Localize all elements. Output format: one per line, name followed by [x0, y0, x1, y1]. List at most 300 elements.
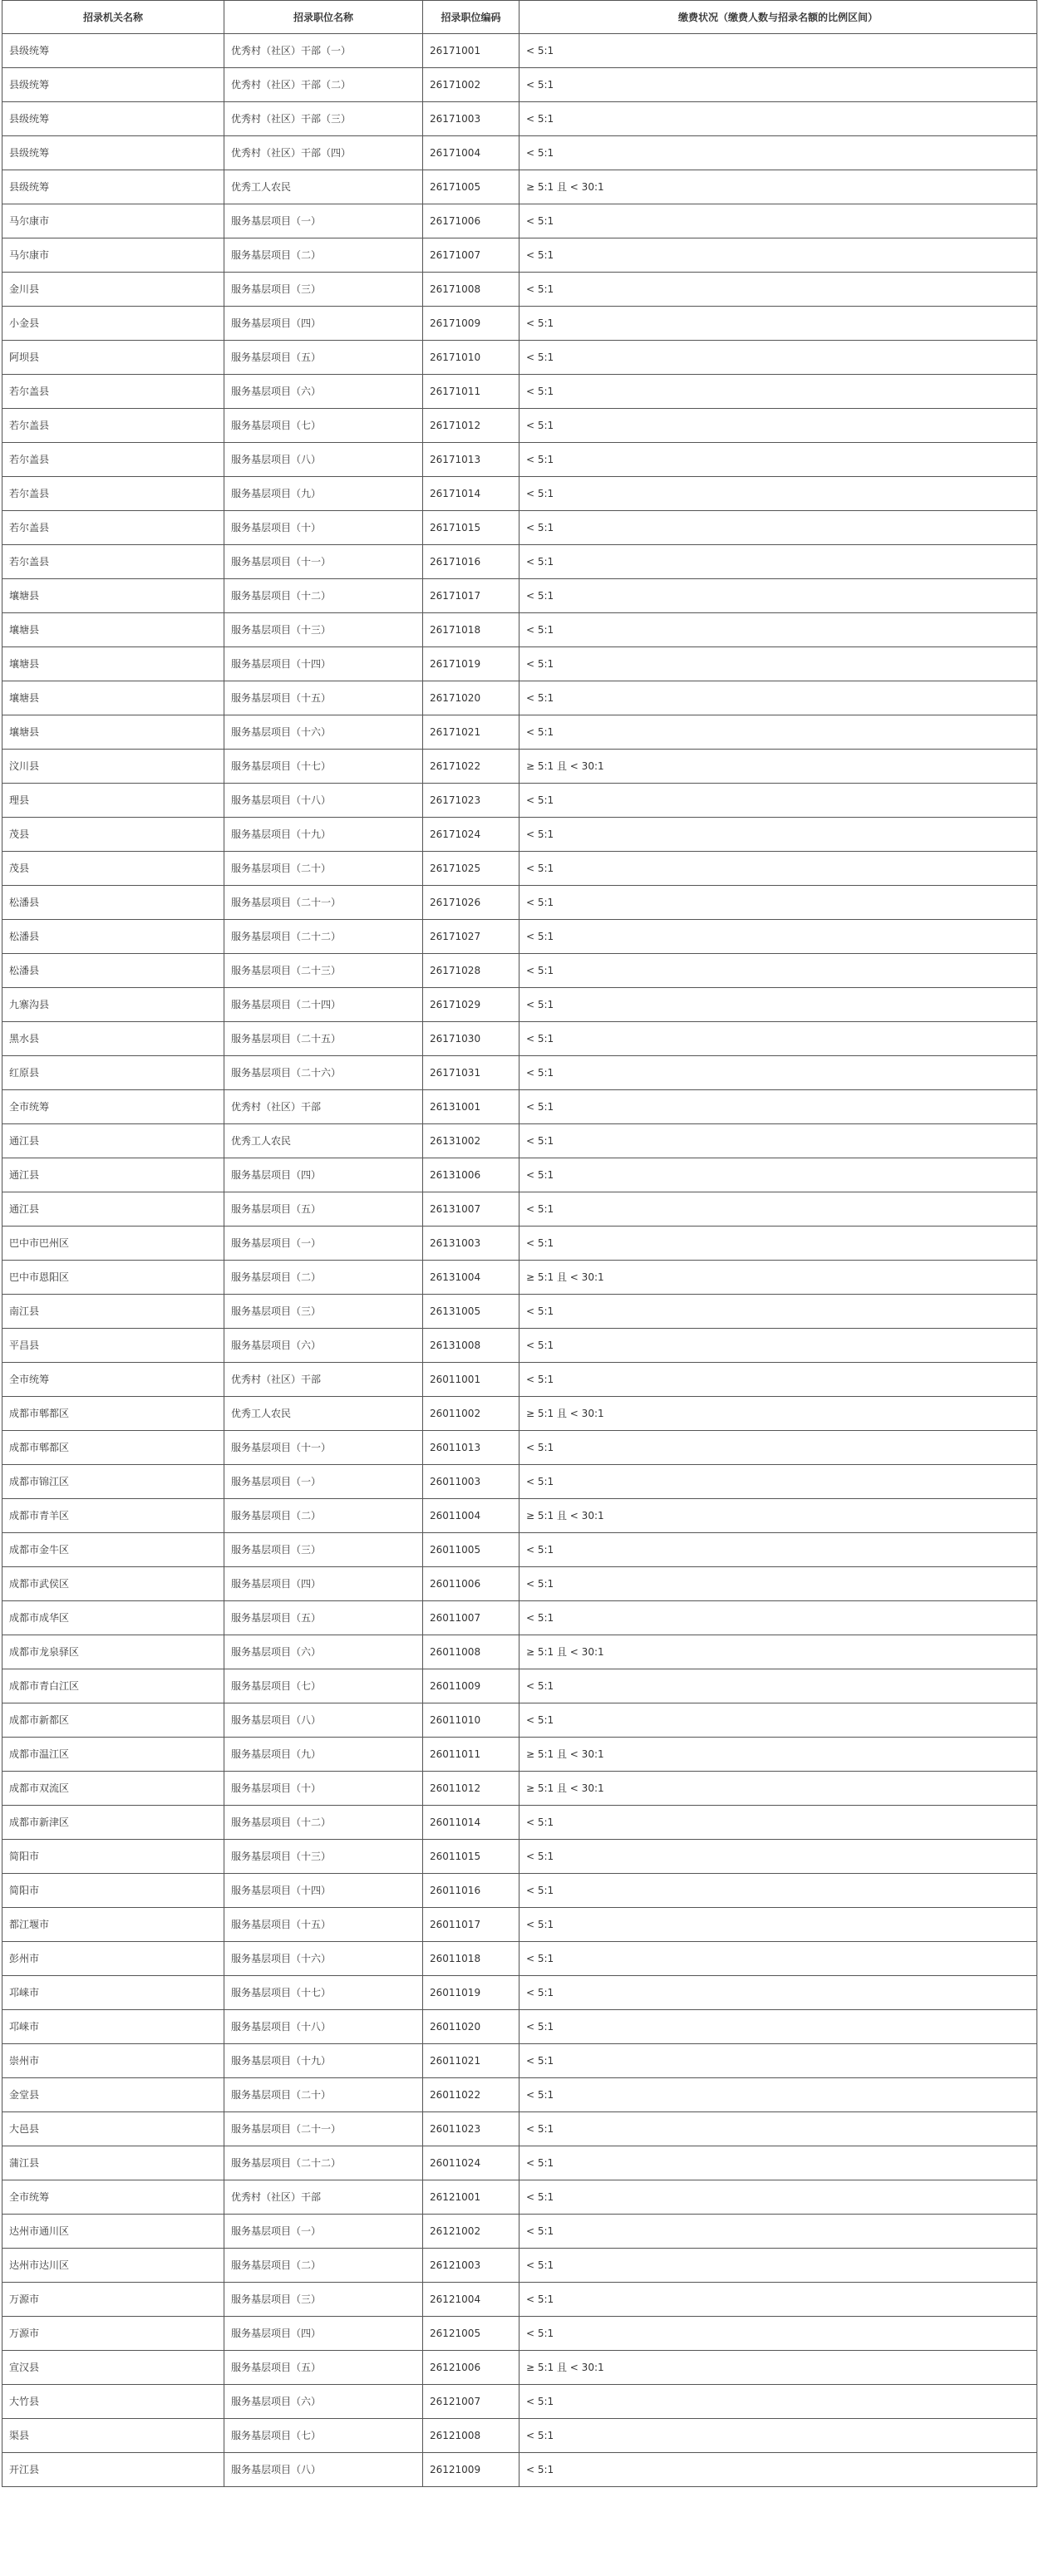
- position-code-cell: 26121002: [423, 2215, 520, 2249]
- position-code-cell: 26171006: [423, 204, 520, 238]
- table-row: [2, 341, 1037, 375]
- table-row: [2, 2419, 1037, 2453]
- fee-status-cell: < 5:1: [520, 988, 1037, 1022]
- table-row: [2, 852, 1037, 886]
- table-row: [2, 1806, 1037, 1840]
- agency-cell: 黑水县: [2, 1022, 224, 1056]
- agency-cell: 理县: [2, 784, 224, 818]
- position-name-cell: 优秀村（社区）干部（二）: [224, 68, 423, 102]
- fee-status-cell: < 5:1: [520, 341, 1037, 375]
- table-row: [2, 647, 1037, 681]
- fee-status-cell: ≥ 5:1 且 < 30:1: [520, 170, 1037, 204]
- position-code-cell: 26171026: [423, 886, 520, 920]
- position-code-cell: 26011004: [423, 1499, 520, 1533]
- table-row: [2, 1738, 1037, 1772]
- table-row: [2, 1227, 1037, 1261]
- position-name-cell: 服务基层项目（六）: [224, 375, 423, 409]
- table-row: [2, 1295, 1037, 1329]
- fee-status-cell: < 5:1: [520, 784, 1037, 818]
- fee-status-cell: < 5:1: [520, 1227, 1037, 1261]
- position-code-cell: 26171002: [423, 68, 520, 102]
- fee-status-cell: < 5:1: [520, 1601, 1037, 1635]
- agency-cell: 松潘县: [2, 954, 224, 988]
- position-name-cell: 服务基层项目（二十三）: [224, 954, 423, 988]
- fee-status-cell: < 5:1: [520, 1806, 1037, 1840]
- table-row: [2, 579, 1037, 613]
- fee-status-cell: < 5:1: [520, 102, 1037, 136]
- agency-cell: 金川县: [2, 273, 224, 307]
- table-row: [2, 102, 1037, 136]
- position-code-cell: 26011022: [423, 2078, 520, 2112]
- position-name-cell: 服务基层项目（十六）: [224, 715, 423, 750]
- position-name-cell: 服务基层项目（八）: [224, 2453, 423, 2487]
- table-row: [2, 409, 1037, 443]
- position-name-cell: 服务基层项目（四）: [224, 1567, 423, 1601]
- agency-cell: 壤塘县: [2, 613, 224, 647]
- position-name-cell: 服务基层项目（三）: [224, 2283, 423, 2317]
- position-name-cell: 服务基层项目（二十）: [224, 852, 423, 886]
- table-row: [2, 2180, 1037, 2215]
- position-code-cell: 26011016: [423, 1874, 520, 1908]
- table-row: [2, 886, 1037, 920]
- position-code-cell: 26011018: [423, 1942, 520, 1976]
- position-name-cell: 服务基层项目（二十二）: [224, 920, 423, 954]
- agency-cell: 简阳市: [2, 1840, 224, 1874]
- header-agency: 招录机关名称: [2, 1, 224, 34]
- position-code-cell: 26121008: [423, 2419, 520, 2453]
- fee-status-cell: < 5:1: [520, 511, 1037, 545]
- fee-status-cell: < 5:1: [520, 1533, 1037, 1567]
- fee-status-cell: < 5:1: [520, 1567, 1037, 1601]
- fee-status-cell: < 5:1: [520, 2249, 1037, 2283]
- fee-status-cell: < 5:1: [520, 2146, 1037, 2180]
- fee-status-cell: < 5:1: [520, 2078, 1037, 2112]
- position-code-cell: 26131003: [423, 1227, 520, 1261]
- table-row: [2, 1533, 1037, 1567]
- agency-cell: 成都市成华区: [2, 1601, 224, 1635]
- agency-cell: 马尔康市: [2, 238, 224, 273]
- position-name-cell: 服务基层项目（二十二）: [224, 2146, 423, 2180]
- position-name-cell: 服务基层项目（九）: [224, 1738, 423, 1772]
- position-name-cell: 优秀村（社区）干部（一）: [224, 34, 423, 68]
- table-row: [2, 545, 1037, 579]
- agency-cell: 成都市温江区: [2, 1738, 224, 1772]
- agency-cell: 成都市武侯区: [2, 1567, 224, 1601]
- agency-cell: 通江县: [2, 1192, 224, 1227]
- table-row: [2, 2112, 1037, 2146]
- fee-status-cell: < 5:1: [520, 1840, 1037, 1874]
- position-name-cell: 服务基层项目（二十一）: [224, 2112, 423, 2146]
- agency-cell: 成都市新津区: [2, 1806, 224, 1840]
- position-name-cell: 服务基层项目（十六）: [224, 1942, 423, 1976]
- position-code-cell: 26171023: [423, 784, 520, 818]
- agency-cell: 平昌县: [2, 1329, 224, 1363]
- agency-cell: 巴中市巴州区: [2, 1227, 224, 1261]
- position-code-cell: 26011011: [423, 1738, 520, 1772]
- table-row: [2, 238, 1037, 273]
- agency-cell: 蒲江县: [2, 2146, 224, 2180]
- agency-cell: 县级统筹: [2, 102, 224, 136]
- position-name-cell: 服务基层项目（七）: [224, 2419, 423, 2453]
- position-code-cell: 26171008: [423, 273, 520, 307]
- agency-cell: 大竹县: [2, 2385, 224, 2419]
- position-name-cell: 服务基层项目（二十五）: [224, 1022, 423, 1056]
- position-name-cell: 服务基层项目（七）: [224, 409, 423, 443]
- position-code-cell: 26011023: [423, 2112, 520, 2146]
- agency-cell: 茂县: [2, 852, 224, 886]
- agency-cell: 九寨沟县: [2, 988, 224, 1022]
- position-name-cell: 服务基层项目（一）: [224, 1465, 423, 1499]
- table-row: [2, 681, 1037, 715]
- fee-status-cell: < 5:1: [520, 1329, 1037, 1363]
- table-row: [2, 375, 1037, 409]
- fee-status-cell: ≥ 5:1 且 < 30:1: [520, 1261, 1037, 1295]
- table-header-row: [2, 1, 1037, 34]
- position-code-cell: 26171021: [423, 715, 520, 750]
- fee-status-cell: < 5:1: [520, 715, 1037, 750]
- agency-cell: 阿坝县: [2, 341, 224, 375]
- table-row: [2, 1499, 1037, 1533]
- position-code-cell: 26011001: [423, 1363, 520, 1397]
- position-code-cell: 26171022: [423, 750, 520, 784]
- position-code-cell: 26171018: [423, 613, 520, 647]
- agency-cell: 茂县: [2, 818, 224, 852]
- fee-status-cell: < 5:1: [520, 681, 1037, 715]
- position-code-cell: 26171003: [423, 102, 520, 136]
- table-row: [2, 1022, 1037, 1056]
- table-row: [2, 1976, 1037, 2010]
- position-name-cell: 服务基层项目（十七）: [224, 1976, 423, 2010]
- position-code-cell: 26011010: [423, 1703, 520, 1738]
- fee-status-cell: < 5:1: [520, 818, 1037, 852]
- position-name-cell: 优秀工人农民: [224, 1124, 423, 1158]
- fee-status-cell: < 5:1: [520, 1056, 1037, 1090]
- table-row: [2, 920, 1037, 954]
- fee-status-cell: < 5:1: [520, 954, 1037, 988]
- table-row: [2, 307, 1037, 341]
- position-name-cell: 优秀工人农民: [224, 1397, 423, 1431]
- position-code-cell: 26121001: [423, 2180, 520, 2215]
- fee-status-cell: < 5:1: [520, 920, 1037, 954]
- position-name-cell: 服务基层项目（六）: [224, 2385, 423, 2419]
- position-code-cell: 26131001: [423, 1090, 520, 1124]
- position-name-cell: 服务基层项目（五）: [224, 1192, 423, 1227]
- position-name-cell: 服务基层项目（十一）: [224, 545, 423, 579]
- position-code-cell: 26011020: [423, 2010, 520, 2044]
- fee-status-cell: < 5:1: [520, 1158, 1037, 1192]
- table-row: [2, 273, 1037, 307]
- position-code-cell: 26171027: [423, 920, 520, 954]
- table-row: [2, 988, 1037, 1022]
- fee-status-cell: < 5:1: [520, 613, 1037, 647]
- agency-cell: 彭州市: [2, 1942, 224, 1976]
- position-code-cell: 26011007: [423, 1601, 520, 1635]
- position-name-cell: 服务基层项目（二十六）: [224, 1056, 423, 1090]
- table-row: [2, 511, 1037, 545]
- position-code-cell: 26171010: [423, 341, 520, 375]
- fee-status-cell: < 5:1: [520, 2112, 1037, 2146]
- position-name-cell: 服务基层项目（十九）: [224, 818, 423, 852]
- table-row: [2, 715, 1037, 750]
- position-code-cell: 26011017: [423, 1908, 520, 1942]
- table-row: [2, 1874, 1037, 1908]
- position-code-cell: 26131007: [423, 1192, 520, 1227]
- position-code-cell: 26171031: [423, 1056, 520, 1090]
- fee-status-cell: < 5:1: [520, 409, 1037, 443]
- position-code-cell: 26171011: [423, 375, 520, 409]
- position-name-cell: 服务基层项目（三）: [224, 273, 423, 307]
- table-row: [2, 1363, 1037, 1397]
- position-name-cell: 优秀村（社区）干部（四）: [224, 136, 423, 170]
- fee-status-cell: < 5:1: [520, 579, 1037, 613]
- table-row: [2, 954, 1037, 988]
- agency-cell: 邛崃市: [2, 2010, 224, 2044]
- agency-cell: 汶川县: [2, 750, 224, 784]
- agency-cell: 崇州市: [2, 2044, 224, 2078]
- table-body: [2, 34, 1037, 2487]
- position-name-cell: 服务基层项目（十八）: [224, 784, 423, 818]
- position-name-cell: 服务基层项目（二）: [224, 1261, 423, 1295]
- fee-status-cell: ≥ 5:1 且 < 30:1: [520, 1499, 1037, 1533]
- agency-cell: 成都市郫都区: [2, 1397, 224, 1431]
- position-code-cell: 26171001: [423, 34, 520, 68]
- position-code-cell: 26171009: [423, 307, 520, 341]
- table-row: [2, 2317, 1037, 2351]
- fee-status-cell: < 5:1: [520, 886, 1037, 920]
- position-name-cell: 服务基层项目（十五）: [224, 681, 423, 715]
- agency-cell: 成都市青羊区: [2, 1499, 224, 1533]
- agency-cell: 邛崃市: [2, 1976, 224, 2010]
- table-row: [2, 1158, 1037, 1192]
- agency-cell: 松潘县: [2, 886, 224, 920]
- agency-cell: 壤塘县: [2, 715, 224, 750]
- position-name-cell: 优秀村（社区）干部: [224, 2180, 423, 2215]
- position-code-cell: 26171024: [423, 818, 520, 852]
- agency-cell: 成都市郫都区: [2, 1431, 224, 1465]
- agency-cell: 渠县: [2, 2419, 224, 2453]
- position-code-cell: 26121007: [423, 2385, 520, 2419]
- position-code-cell: 26011005: [423, 1533, 520, 1567]
- position-code-cell: 26171025: [423, 852, 520, 886]
- agency-cell: 通江县: [2, 1158, 224, 1192]
- fee-status-cell: < 5:1: [520, 204, 1037, 238]
- position-code-cell: 26121006: [423, 2351, 520, 2385]
- agency-cell: 达州市通川区: [2, 2215, 224, 2249]
- agency-cell: 松潘县: [2, 920, 224, 954]
- table-row: [2, 204, 1037, 238]
- agency-cell: 成都市青白江区: [2, 1669, 224, 1703]
- fee-status-cell: < 5:1: [520, 2453, 1037, 2487]
- table-row: [2, 2283, 1037, 2317]
- position-code-cell: 26011012: [423, 1772, 520, 1806]
- position-code-cell: 26171005: [423, 170, 520, 204]
- fee-status-cell: < 5:1: [520, 1192, 1037, 1227]
- fee-status-cell: < 5:1: [520, 1942, 1037, 1976]
- position-name-cell: 服务基层项目（十九）: [224, 2044, 423, 2078]
- position-code-cell: 26171004: [423, 136, 520, 170]
- table-row: [2, 1635, 1037, 1669]
- position-code-cell: 26171019: [423, 647, 520, 681]
- fee-status-cell: < 5:1: [520, 136, 1037, 170]
- position-name-cell: 服务基层项目（十八）: [224, 2010, 423, 2044]
- fee-status-cell: < 5:1: [520, 273, 1037, 307]
- agency-cell: 县级统筹: [2, 136, 224, 170]
- table-row: [2, 2010, 1037, 2044]
- position-name-cell: 服务基层项目（三）: [224, 1533, 423, 1567]
- fee-status-cell: < 5:1: [520, 545, 1037, 579]
- position-name-cell: 服务基层项目（九）: [224, 477, 423, 511]
- header-position-name: 招录职位名称: [224, 1, 423, 34]
- position-name-cell: 服务基层项目（八）: [224, 1703, 423, 1738]
- table-row: [2, 1601, 1037, 1635]
- position-name-cell: 优秀村（社区）干部: [224, 1090, 423, 1124]
- position-code-cell: 26121004: [423, 2283, 520, 2317]
- table-row: [2, 613, 1037, 647]
- position-name-cell: 服务基层项目（五）: [224, 1601, 423, 1635]
- position-name-cell: 服务基层项目（二）: [224, 238, 423, 273]
- table-row: [2, 750, 1037, 784]
- fee-status-cell: < 5:1: [520, 2044, 1037, 2078]
- position-code-cell: 26011014: [423, 1806, 520, 1840]
- agency-cell: 金堂县: [2, 2078, 224, 2112]
- fee-status-cell: < 5:1: [520, 1669, 1037, 1703]
- fee-status-table: [2, 0, 1037, 2487]
- table-row: [2, 784, 1037, 818]
- agency-cell: 宣汉县: [2, 2351, 224, 2385]
- position-code-cell: 26131005: [423, 1295, 520, 1329]
- table-row: [2, 1397, 1037, 1431]
- fee-status-cell: < 5:1: [520, 2283, 1037, 2317]
- table-row: [2, 1192, 1037, 1227]
- table-row: [2, 1056, 1037, 1090]
- position-name-cell: 服务基层项目（五）: [224, 2351, 423, 2385]
- position-code-cell: 26171030: [423, 1022, 520, 1056]
- position-code-cell: 26171015: [423, 511, 520, 545]
- table-row: [2, 170, 1037, 204]
- position-name-cell: 服务基层项目（十二）: [224, 1806, 423, 1840]
- position-code-cell: 26171016: [423, 545, 520, 579]
- agency-cell: 壤塘县: [2, 647, 224, 681]
- fee-status-cell: < 5:1: [520, 2010, 1037, 2044]
- fee-status-cell: < 5:1: [520, 2215, 1037, 2249]
- fee-status-cell: < 5:1: [520, 1703, 1037, 1738]
- position-name-cell: 服务基层项目（十七）: [224, 750, 423, 784]
- fee-status-cell: < 5:1: [520, 477, 1037, 511]
- position-code-cell: 26011021: [423, 2044, 520, 2078]
- agency-cell: 达州市达川区: [2, 2249, 224, 2283]
- position-name-cell: 服务基层项目（十四）: [224, 1874, 423, 1908]
- position-name-cell: 服务基层项目（六）: [224, 1635, 423, 1669]
- position-name-cell: 服务基层项目（二）: [224, 2249, 423, 2283]
- table-row: [2, 136, 1037, 170]
- table-row: [2, 1465, 1037, 1499]
- position-name-cell: 服务基层项目（八）: [224, 443, 423, 477]
- position-code-cell: 26171007: [423, 238, 520, 273]
- agency-cell: 县级统筹: [2, 34, 224, 68]
- agency-cell: 全市统筹: [2, 1363, 224, 1397]
- position-code-cell: 26011006: [423, 1567, 520, 1601]
- position-code-cell: 26011013: [423, 1431, 520, 1465]
- table-row: [2, 1669, 1037, 1703]
- table-row: [2, 2215, 1037, 2249]
- position-name-cell: 服务基层项目（五）: [224, 341, 423, 375]
- table-row: [2, 2453, 1037, 2487]
- agency-cell: 红原县: [2, 1056, 224, 1090]
- position-code-cell: 26011002: [423, 1397, 520, 1431]
- position-name-cell: 服务基层项目（十三）: [224, 1840, 423, 1874]
- fee-status-cell: < 5:1: [520, 852, 1037, 886]
- position-code-cell: 26011024: [423, 2146, 520, 2180]
- table-row: [2, 1567, 1037, 1601]
- position-code-cell: 26171012: [423, 409, 520, 443]
- agency-cell: 巴中市恩阳区: [2, 1261, 224, 1295]
- position-name-cell: 服务基层项目（六）: [224, 1329, 423, 1363]
- position-code-cell: 26131006: [423, 1158, 520, 1192]
- agency-cell: 开江县: [2, 2453, 224, 2487]
- fee-status-cell: < 5:1: [520, 1363, 1037, 1397]
- agency-cell: 若尔盖县: [2, 409, 224, 443]
- position-name-cell: 服务基层项目（七）: [224, 1669, 423, 1703]
- table-row: [2, 34, 1037, 68]
- agency-cell: 县级统筹: [2, 170, 224, 204]
- fee-status-cell: < 5:1: [520, 1908, 1037, 1942]
- agency-cell: 成都市锦江区: [2, 1465, 224, 1499]
- agency-cell: 全市统筹: [2, 1090, 224, 1124]
- position-code-cell: 26131002: [423, 1124, 520, 1158]
- position-code-cell: 26011008: [423, 1635, 520, 1669]
- agency-cell: 若尔盖县: [2, 375, 224, 409]
- fee-status-cell: < 5:1: [520, 1295, 1037, 1329]
- position-name-cell: 服务基层项目（二十）: [224, 2078, 423, 2112]
- agency-cell: 若尔盖县: [2, 443, 224, 477]
- fee-status-cell: < 5:1: [520, 443, 1037, 477]
- fee-status-cell: < 5:1: [520, 1465, 1037, 1499]
- fee-status-cell: ≥ 5:1 且 < 30:1: [520, 2351, 1037, 2385]
- fee-status-cell: < 5:1: [520, 1976, 1037, 2010]
- agency-cell: 万源市: [2, 2283, 224, 2317]
- table-row: [2, 1772, 1037, 1806]
- position-code-cell: 26131004: [423, 1261, 520, 1295]
- fee-status-cell: < 5:1: [520, 647, 1037, 681]
- agency-cell: 壤塘县: [2, 579, 224, 613]
- table-row: [2, 1124, 1037, 1158]
- position-name-cell: 服务基层项目（四）: [224, 2317, 423, 2351]
- table-row: [2, 2351, 1037, 2385]
- fee-status-cell: < 5:1: [520, 1431, 1037, 1465]
- fee-status-cell: < 5:1: [520, 2317, 1037, 2351]
- position-name-cell: 服务基层项目（十）: [224, 1772, 423, 1806]
- fee-status-cell: < 5:1: [520, 2180, 1037, 2215]
- position-name-cell: 优秀村（社区）干部（三）: [224, 102, 423, 136]
- agency-cell: 马尔康市: [2, 204, 224, 238]
- position-name-cell: 服务基层项目（十五）: [224, 1908, 423, 1942]
- table-row: [2, 1908, 1037, 1942]
- agency-cell: 若尔盖县: [2, 511, 224, 545]
- table-row: [2, 2146, 1037, 2180]
- position-code-cell: 26121005: [423, 2317, 520, 2351]
- agency-cell: 成都市双流区: [2, 1772, 224, 1806]
- table-row: [2, 2078, 1037, 2112]
- table-row: [2, 443, 1037, 477]
- position-code-cell: 26011015: [423, 1840, 520, 1874]
- table-row: [2, 2385, 1037, 2419]
- agency-cell: 都江堰市: [2, 1908, 224, 1942]
- fee-status-cell: < 5:1: [520, 1022, 1037, 1056]
- fee-status-cell: < 5:1: [520, 2385, 1037, 2419]
- position-code-cell: 26121003: [423, 2249, 520, 2283]
- position-name-cell: 服务基层项目（十）: [224, 511, 423, 545]
- position-name-cell: 服务基层项目（十一）: [224, 1431, 423, 1465]
